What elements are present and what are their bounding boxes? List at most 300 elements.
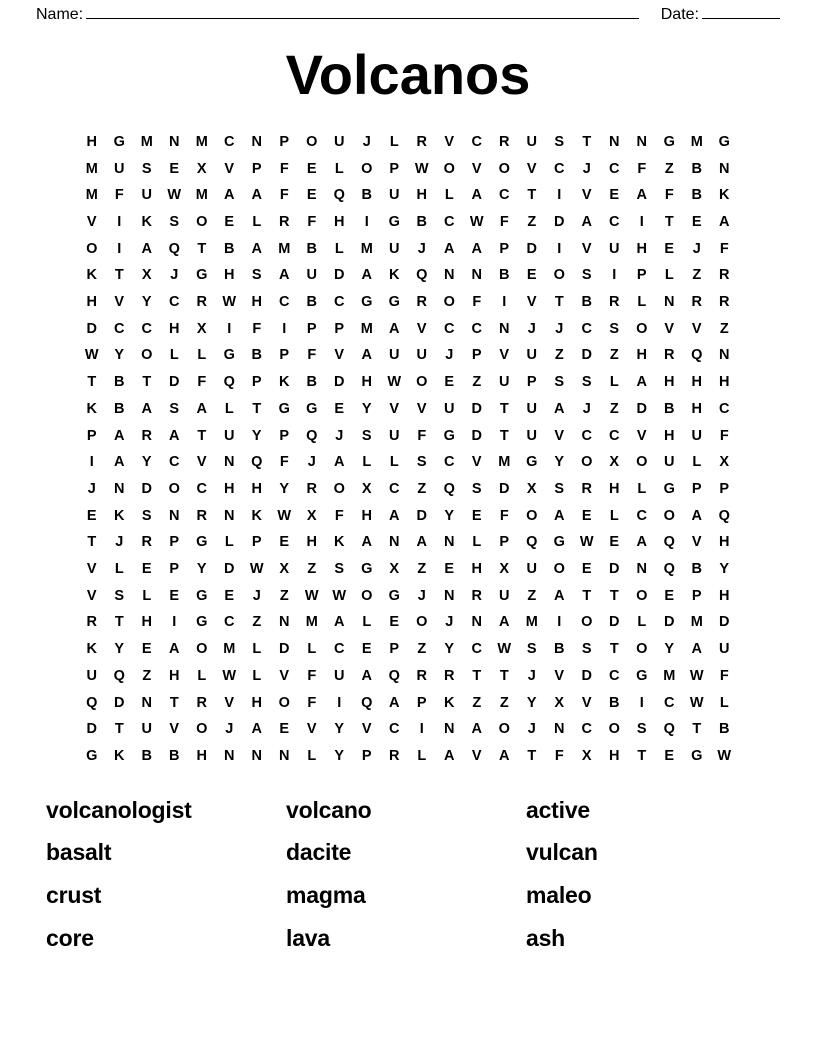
grid-cell[interactable]: C <box>389 721 400 738</box>
grid-cell[interactable]: T <box>637 747 647 764</box>
grid-cell[interactable]: X <box>609 454 620 471</box>
grid-cell[interactable]: C <box>444 454 455 471</box>
grid-cell[interactable]: A <box>196 400 207 417</box>
grid-cell[interactable]: A <box>251 240 262 257</box>
grid-cell[interactable]: F <box>637 160 647 177</box>
grid-cell[interactable]: K <box>114 507 125 524</box>
grid-cell[interactable]: F <box>279 454 289 471</box>
word-list-item[interactable]: lava <box>286 924 330 951</box>
grid-cell[interactable]: G <box>196 587 208 604</box>
grid-cell[interactable]: E <box>306 160 317 177</box>
grid-cell[interactable]: N <box>719 347 730 364</box>
grid-cell[interactable]: W <box>579 534 594 551</box>
grid-cell[interactable]: K <box>251 507 262 524</box>
grid-cell[interactable]: B <box>251 347 262 364</box>
grid-cell[interactable]: Q <box>663 721 675 738</box>
grid-cell[interactable]: T <box>142 374 152 391</box>
grid-cell[interactable]: M <box>195 133 208 150</box>
grid-cell[interactable]: P <box>499 240 510 257</box>
grid-cell[interactable]: O <box>196 213 208 230</box>
grid-cell[interactable]: I <box>557 240 562 257</box>
grid-cell[interactable]: C <box>471 133 482 150</box>
grid-cell[interactable]: C <box>169 454 180 471</box>
grid-cell[interactable]: L <box>252 667 262 684</box>
grid-cell[interactable]: H <box>471 561 482 578</box>
grid-cell[interactable]: C <box>444 320 455 337</box>
grid-cell[interactable]: A <box>114 454 125 471</box>
grid-cell[interactable]: N <box>279 747 290 764</box>
grid-cell[interactable]: Z <box>664 160 674 177</box>
grid-cell[interactable]: B <box>114 374 125 391</box>
grid-cell[interactable]: Z <box>472 694 482 711</box>
grid-cell[interactable]: C <box>609 667 620 684</box>
grid-cell[interactable]: D <box>609 614 620 631</box>
grid-cell[interactable]: G <box>663 133 675 150</box>
grid-cell[interactable]: J <box>582 160 591 177</box>
grid-cell[interactable]: E <box>224 587 235 604</box>
grid-cell[interactable]: H <box>664 427 675 444</box>
grid-cell[interactable]: V <box>306 721 317 738</box>
grid-cell[interactable]: J <box>582 400 591 417</box>
grid-cell[interactable]: S <box>169 400 180 417</box>
grid-cell[interactable]: T <box>114 721 124 738</box>
grid-cell[interactable]: D <box>664 614 675 631</box>
grid-cell[interactable]: E <box>389 614 400 631</box>
grid-cell[interactable]: L <box>389 454 399 471</box>
grid-cell[interactable]: J <box>527 667 536 684</box>
grid-cell[interactable]: Z <box>527 213 537 230</box>
grid-cell[interactable]: N <box>636 133 647 150</box>
grid-cell[interactable]: J <box>417 240 426 257</box>
grid-cell[interactable]: O <box>361 160 373 177</box>
grid-cell[interactable]: L <box>472 534 482 551</box>
grid-cell[interactable]: R <box>664 347 675 364</box>
grid-cell[interactable]: E <box>444 561 455 578</box>
grid-cell[interactable]: T <box>114 614 124 631</box>
grid-cell[interactable]: N <box>554 721 565 738</box>
grid-cell[interactable]: P <box>251 374 262 391</box>
grid-cell[interactable]: L <box>609 374 619 391</box>
grid-cell[interactable]: N <box>141 694 152 711</box>
word-list-item[interactable]: ash <box>526 924 566 951</box>
grid-cell[interactable]: V <box>471 160 482 177</box>
grid-cell[interactable]: Z <box>499 694 509 711</box>
grid-cell[interactable]: V <box>279 667 290 684</box>
grid-cell[interactable]: C <box>609 160 620 177</box>
grid-cell[interactable]: A <box>141 240 152 257</box>
grid-cell[interactable]: X <box>306 507 317 524</box>
grid-cell[interactable]: V <box>526 294 537 311</box>
grid-cell[interactable]: Y <box>279 480 290 497</box>
grid-cell[interactable]: A <box>499 747 510 764</box>
grid-cell[interactable]: C <box>609 427 620 444</box>
grid-cell[interactable]: Q <box>251 454 263 471</box>
grid-cell[interactable]: Z <box>609 400 619 417</box>
grid-cell[interactable]: C <box>389 480 400 497</box>
grid-cell[interactable]: O <box>443 160 455 177</box>
grid-cell[interactable]: Q <box>333 187 345 204</box>
grid-cell[interactable]: N <box>444 534 455 551</box>
grid-cell[interactable]: S <box>141 507 152 524</box>
grid-cell[interactable]: V <box>196 454 207 471</box>
grid-cell[interactable]: I <box>612 267 617 284</box>
grid-cell[interactable]: L <box>719 694 729 711</box>
grid-cell[interactable]: O <box>498 721 510 738</box>
grid-cell[interactable]: E <box>306 187 317 204</box>
grid-cell[interactable]: C <box>636 507 647 524</box>
grid-cell[interactable]: I <box>282 320 287 337</box>
grid-cell[interactable]: J <box>87 480 96 497</box>
grid-cell[interactable]: U <box>389 347 400 364</box>
grid-cell[interactable]: N <box>664 294 675 311</box>
grid-cell[interactable]: A <box>169 641 180 658</box>
grid-cell[interactable]: X <box>581 747 592 764</box>
grid-cell[interactable]: L <box>609 507 619 524</box>
grid-cell[interactable]: C <box>169 294 180 311</box>
grid-cell[interactable]: W <box>689 667 704 684</box>
grid-cell[interactable]: H <box>169 320 180 337</box>
grid-cell[interactable]: F <box>307 694 317 711</box>
grid-cell[interactable]: H <box>691 374 702 391</box>
grid-cell[interactable]: P <box>691 587 702 604</box>
word-list-item[interactable]: maleo <box>526 882 592 909</box>
grid-cell[interactable]: P <box>306 320 317 337</box>
grid-cell[interactable]: L <box>362 614 372 631</box>
grid-cell[interactable]: N <box>279 614 290 631</box>
grid-cell[interactable]: N <box>251 747 262 764</box>
grid-cell[interactable]: T <box>499 427 509 444</box>
grid-cell[interactable]: D <box>471 427 482 444</box>
grid-cell[interactable]: U <box>444 400 455 417</box>
grid-cell[interactable]: T <box>527 747 537 764</box>
word-list-item[interactable]: volcanologist <box>46 796 192 823</box>
grid-cell[interactable]: R <box>691 294 702 311</box>
grid-cell[interactable]: X <box>719 454 730 471</box>
grid-cell[interactable]: A <box>444 240 455 257</box>
grid-cell[interactable]: Y <box>141 454 152 471</box>
grid-cell[interactable]: E <box>691 213 702 230</box>
grid-cell[interactable]: L <box>362 454 372 471</box>
grid-cell[interactable]: Q <box>223 374 235 391</box>
grid-cell[interactable]: R <box>306 480 317 497</box>
grid-cell[interactable]: E <box>334 400 345 417</box>
grid-cell[interactable]: A <box>334 614 345 631</box>
grid-cell[interactable]: F <box>114 187 124 204</box>
grid-cell[interactable]: L <box>444 187 454 204</box>
grid-cell[interactable]: A <box>499 614 510 631</box>
grid-cell[interactable]: L <box>389 133 399 150</box>
grid-cell[interactable]: J <box>527 320 536 337</box>
grid-cell[interactable]: Q <box>663 561 675 578</box>
grid-cell[interactable]: C <box>224 614 235 631</box>
grid-cell[interactable]: O <box>636 454 648 471</box>
grid-cell[interactable]: U <box>526 427 537 444</box>
grid-cell[interactable]: U <box>526 347 537 364</box>
grid-cell[interactable]: L <box>637 614 647 631</box>
grid-cell[interactable]: W <box>469 213 484 230</box>
grid-cell[interactable]: N <box>609 133 620 150</box>
grid-cell[interactable]: H <box>251 480 262 497</box>
grid-cell[interactable]: X <box>141 267 152 284</box>
grid-cell[interactable]: O <box>608 721 620 738</box>
grid-cell[interactable]: T <box>582 133 592 150</box>
grid-cell[interactable]: B <box>691 561 702 578</box>
grid-cell[interactable]: C <box>471 320 482 337</box>
grid-cell[interactable]: I <box>172 614 177 631</box>
grid-cell[interactable]: V <box>526 160 537 177</box>
grid-cell[interactable]: L <box>114 561 124 578</box>
grid-cell[interactable]: U <box>141 721 152 738</box>
grid-cell[interactable]: E <box>279 534 290 551</box>
grid-cell[interactable]: I <box>502 294 507 311</box>
grid-cell[interactable]: U <box>141 187 152 204</box>
grid-cell[interactable]: K <box>141 213 152 230</box>
grid-cell[interactable]: R <box>499 133 510 150</box>
grid-cell[interactable]: Y <box>554 454 565 471</box>
grid-cell[interactable]: O <box>141 347 153 364</box>
grid-cell[interactable]: O <box>553 561 565 578</box>
grid-cell[interactable]: L <box>142 587 152 604</box>
grid-cell[interactable]: A <box>636 374 647 391</box>
grid-cell[interactable]: E <box>526 267 537 284</box>
grid-cell[interactable]: A <box>691 641 702 658</box>
grid-cell[interactable]: K <box>86 641 97 658</box>
grid-cell[interactable]: F <box>719 240 729 257</box>
grid-cell[interactable]: Y <box>526 694 537 711</box>
grid-cell[interactable]: R <box>196 507 207 524</box>
grid-cell[interactable]: S <box>554 133 565 150</box>
grid-cell[interactable]: V <box>86 587 97 604</box>
grid-cell[interactable]: F <box>307 347 317 364</box>
grid-cell[interactable]: N <box>169 507 180 524</box>
grid-cell[interactable]: E <box>169 587 180 604</box>
grid-cell[interactable]: W <box>222 294 237 311</box>
grid-cell[interactable]: Q <box>416 267 428 284</box>
grid-cell[interactable]: S <box>581 374 592 391</box>
grid-cell[interactable]: H <box>141 614 152 631</box>
grid-cell[interactable]: E <box>581 561 592 578</box>
grid-cell[interactable]: A <box>389 507 400 524</box>
grid-cell[interactable]: E <box>444 374 455 391</box>
grid-cell[interactable]: P <box>719 480 730 497</box>
grid-cell[interactable]: D <box>279 641 290 658</box>
grid-cell[interactable]: H <box>361 507 372 524</box>
grid-cell[interactable]: C <box>609 213 620 230</box>
grid-cell[interactable]: P <box>471 347 482 364</box>
grid-cell[interactable]: T <box>582 587 592 604</box>
grid-cell[interactable]: A <box>691 507 702 524</box>
grid-cell[interactable]: H <box>636 347 647 364</box>
grid-cell[interactable]: O <box>636 320 648 337</box>
grid-cell[interactable]: O <box>416 614 428 631</box>
grid-cell[interactable]: V <box>224 160 235 177</box>
grid-cell[interactable]: N <box>444 721 455 738</box>
grid-cell[interactable]: T <box>197 427 207 444</box>
grid-cell[interactable]: A <box>389 694 400 711</box>
grid-cell[interactable]: X <box>196 160 207 177</box>
grid-cell[interactable]: E <box>141 641 152 658</box>
grid-cell[interactable]: B <box>306 374 317 391</box>
grid-cell[interactable]: I <box>364 213 369 230</box>
grid-cell[interactable]: B <box>224 240 235 257</box>
grid-cell[interactable]: W <box>277 507 292 524</box>
grid-cell[interactable]: H <box>664 374 675 391</box>
grid-cell[interactable]: F <box>307 213 317 230</box>
grid-cell[interactable]: B <box>306 294 317 311</box>
grid-cell[interactable]: C <box>334 294 345 311</box>
grid-cell[interactable]: P <box>279 133 290 150</box>
grid-cell[interactable]: A <box>334 454 345 471</box>
grid-cell[interactable]: F <box>472 294 482 311</box>
grid-cell[interactable]: A <box>554 507 565 524</box>
grid-cell[interactable]: J <box>115 534 124 551</box>
grid-cell[interactable]: V <box>554 427 565 444</box>
grid-cell[interactable]: R <box>389 747 400 764</box>
grid-cell[interactable]: E <box>279 721 290 738</box>
grid-cell[interactable]: P <box>169 561 180 578</box>
grid-cell[interactable]: V <box>581 240 592 257</box>
grid-cell[interactable]: G <box>361 294 373 311</box>
grid-cell[interactable]: Y <box>141 294 152 311</box>
grid-cell[interactable]: U <box>224 427 235 444</box>
grid-cell[interactable]: R <box>444 667 455 684</box>
grid-cell[interactable]: X <box>361 480 372 497</box>
grid-cell[interactable]: F <box>197 374 207 391</box>
grid-cell[interactable]: R <box>196 694 207 711</box>
grid-cell[interactable]: G <box>223 347 235 364</box>
grid-cell[interactable]: J <box>170 267 179 284</box>
grid-cell[interactable]: G <box>361 561 373 578</box>
grid-cell[interactable]: Q <box>663 534 675 551</box>
grid-cell[interactable]: J <box>307 454 316 471</box>
grid-cell[interactable]: J <box>225 721 234 738</box>
grid-cell[interactable]: R <box>416 667 427 684</box>
grid-cell[interactable]: X <box>554 694 565 711</box>
grid-cell[interactable]: L <box>307 747 317 764</box>
grid-cell[interactable]: V <box>361 721 372 738</box>
grid-cell[interactable]: H <box>719 534 730 551</box>
grid-cell[interactable]: T <box>87 374 97 391</box>
grid-cell[interactable]: L <box>197 667 207 684</box>
grid-cell[interactable]: T <box>114 267 124 284</box>
grid-cell[interactable]: S <box>554 480 565 497</box>
grid-cell[interactable]: H <box>719 374 730 391</box>
grid-cell[interactable]: A <box>471 721 482 738</box>
grid-cell[interactable]: W <box>167 187 182 204</box>
grid-cell[interactable]: S <box>609 320 620 337</box>
grid-cell[interactable]: N <box>224 747 235 764</box>
grid-cell[interactable]: T <box>527 187 537 204</box>
grid-cell[interactable]: S <box>416 454 427 471</box>
grid-cell[interactable]: G <box>306 400 318 417</box>
grid-cell[interactable]: O <box>581 614 593 631</box>
grid-cell[interactable]: S <box>554 374 565 391</box>
grid-cell[interactable]: U <box>114 160 125 177</box>
grid-cell[interactable]: O <box>553 267 565 284</box>
grid-cell[interactable]: M <box>498 454 511 471</box>
grid-cell[interactable]: L <box>334 160 344 177</box>
grid-cell[interactable]: L <box>307 641 317 658</box>
grid-cell[interactable]: G <box>553 534 565 551</box>
grid-cell[interactable]: R <box>416 294 427 311</box>
grid-cell[interactable]: C <box>196 480 207 497</box>
grid-cell[interactable]: N <box>471 614 482 631</box>
grid-cell[interactable]: S <box>251 267 262 284</box>
grid-cell[interactable]: U <box>389 427 400 444</box>
grid-cell[interactable]: I <box>227 320 232 337</box>
grid-cell[interactable]: S <box>526 641 537 658</box>
grid-cell[interactable]: U <box>719 641 730 658</box>
grid-cell[interactable]: X <box>499 561 510 578</box>
grid-cell[interactable]: O <box>443 294 455 311</box>
grid-cell[interactable]: U <box>499 374 510 391</box>
grid-cell[interactable]: J <box>527 721 536 738</box>
grid-cell[interactable]: O <box>361 587 373 604</box>
grid-cell[interactable]: A <box>361 534 372 551</box>
grid-cell[interactable]: H <box>251 694 262 711</box>
grid-cell[interactable]: D <box>334 267 345 284</box>
grid-cell[interactable]: A <box>169 427 180 444</box>
grid-cell[interactable]: I <box>557 614 562 631</box>
grid-cell[interactable]: G <box>86 747 98 764</box>
grid-cell[interactable]: O <box>86 240 98 257</box>
grid-cell[interactable]: N <box>389 534 400 551</box>
grid-cell[interactable]: U <box>691 427 702 444</box>
grid-cell[interactable]: J <box>445 614 454 631</box>
grid-cell[interactable]: X <box>389 561 400 578</box>
grid-cell[interactable]: Z <box>142 667 152 684</box>
grid-cell[interactable]: S <box>141 160 152 177</box>
grid-cell[interactable]: F <box>499 213 509 230</box>
grid-cell[interactable]: Q <box>691 347 703 364</box>
grid-cell[interactable]: Z <box>527 587 537 604</box>
grid-cell[interactable]: O <box>663 507 675 524</box>
grid-cell[interactable]: L <box>417 747 427 764</box>
grid-cell[interactable]: H <box>86 133 97 150</box>
grid-cell[interactable]: J <box>692 240 701 257</box>
grid-cell[interactable]: O <box>636 641 648 658</box>
grid-cell[interactable]: N <box>251 133 262 150</box>
grid-cell[interactable]: C <box>554 160 565 177</box>
grid-cell[interactable]: M <box>223 641 236 658</box>
grid-cell[interactable]: H <box>196 747 207 764</box>
grid-cell[interactable]: I <box>117 240 122 257</box>
grid-cell[interactable]: L <box>664 267 674 284</box>
grid-cell[interactable]: B <box>499 267 510 284</box>
grid-cell[interactable]: Z <box>692 267 702 284</box>
grid-cell[interactable]: E <box>224 213 235 230</box>
grid-cell[interactable]: H <box>361 374 372 391</box>
grid-cell[interactable]: V <box>581 694 592 711</box>
grid-cell[interactable]: M <box>305 614 318 631</box>
grid-cell[interactable]: Y <box>334 747 345 764</box>
grid-cell[interactable]: V <box>169 721 180 738</box>
date-write-in-line[interactable] <box>702 5 780 19</box>
grid-cell[interactable]: B <box>416 213 427 230</box>
grid-cell[interactable]: M <box>525 614 538 631</box>
grid-cell[interactable]: T <box>252 400 262 417</box>
grid-cell[interactable]: P <box>526 374 537 391</box>
grid-cell[interactable]: J <box>335 427 344 444</box>
grid-cell[interactable]: V <box>224 694 235 711</box>
grid-cell[interactable]: Z <box>417 480 427 497</box>
grid-cell[interactable]: F <box>554 747 564 764</box>
grid-cell[interactable]: R <box>609 294 620 311</box>
grid-cell[interactable]: A <box>114 427 125 444</box>
grid-cell[interactable]: E <box>664 240 675 257</box>
grid-cell[interactable]: F <box>664 187 674 204</box>
grid-cell[interactable]: V <box>444 133 455 150</box>
